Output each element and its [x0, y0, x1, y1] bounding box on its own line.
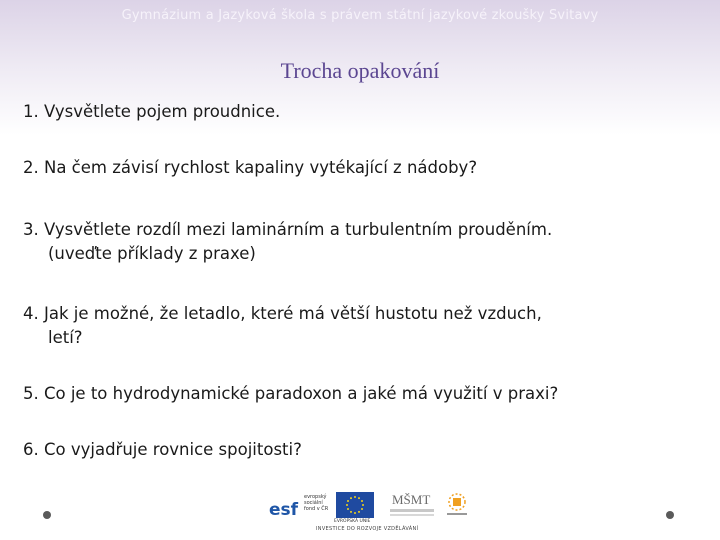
question-4-text-continued: letí? — [48, 328, 83, 347]
opvk-logo — [444, 492, 470, 520]
eu-caption: EVROPSKÁ UNIE — [334, 519, 371, 524]
esf-mark: esf — [269, 500, 299, 520]
question-4-text: 4. Jak je možné, že letadlo, které má větší hustotu než vzduch, — [23, 304, 542, 323]
question-3-text: 3. Vysvětlete rozdíl mezi laminárním a turbulentním prouděním. — [23, 220, 553, 239]
question-5 — [23, 382, 703, 406]
msmt-logo — [388, 490, 436, 522]
esf-logo — [268, 494, 300, 520]
msmt-mark: MŠMT — [392, 492, 431, 507]
eu-flag-icon — [336, 492, 374, 518]
question-4 — [23, 302, 703, 350]
bullet-dot-right — [666, 511, 674, 519]
question-6 — [23, 438, 703, 462]
funding-logos — [268, 490, 478, 534]
question-3 — [23, 218, 703, 266]
question-1-text: 1. Vysvětlete pojem proudnice. — [23, 102, 281, 121]
bullet-dot-left — [43, 511, 51, 519]
logos-footer-caption: INVESTICE DO ROZVOJE VZDĚLÁVÁNÍ — [316, 526, 419, 532]
slide-title: Trocha opakování — [280, 58, 440, 83]
question-5-text: 5. Co je to hydrodynamické paradoxon a jaké má využití v praxi? — [23, 384, 559, 403]
header-school-name: Gymnázium a Jazyková škola s právem státní jazykové zkoušky Svitavy — [121, 8, 599, 23]
question-6-text: 6. Co vyjadřuje rovnice spojitosti? — [23, 440, 302, 459]
esf-caption: evropský sociální fond v ČR — [304, 494, 329, 512]
question-2 — [23, 156, 703, 180]
question-3-text-continued: (uveďte příklady z praxe) — [48, 244, 256, 263]
question-2-text: 2. Na čem závisí rychlost kapaliny vytékající z nádoby? — [23, 158, 478, 177]
question-1 — [23, 100, 703, 124]
